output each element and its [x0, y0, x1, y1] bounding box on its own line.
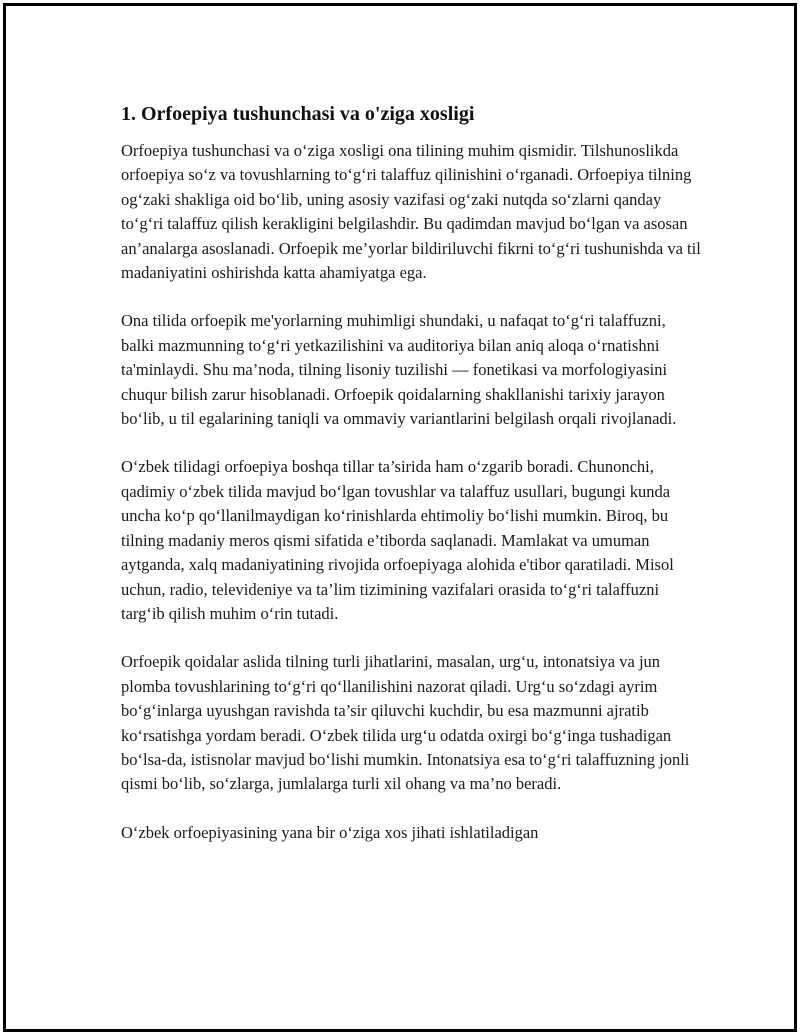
section-title: 1. Orfoepiya tushunchasi va o'ziga xosligi: [121, 103, 475, 125]
paragraph-4: Orfoepik qoidalar aslida tilning turli jihatlarini, masalan, urg‘u, intonatsiya va jun plomba tovushlarining to‘g‘ri qo‘llanilishini nazorat qiladi. Urg‘u so‘zdagi ayrim bo‘g‘inlarga uyushgan ravishda ta’sir qiluvchi kuchdir, bu esa mazmunni ajratib ko‘rsatishga yordam beradi. O‘zbek tilida urg‘u odatda oxirgi bo‘g‘inga tushadigan bo‘lsa-da, istisnolar mavjud bo‘lishi mumkin. Intonatsiya esa to‘g‘ri talaffuzning jonli qismi bo‘lib, so‘zlarga, jumlalarga turli xil ohang va ma’no beradi.: [121, 652, 690, 794]
document-body: [121, 100, 701, 845]
paragraph-3: O‘zbek tilidagi orfoepiya boshqa tillar ta’sirida ham o‘zgarib boradi. Chunonchi, qadimiy o‘zbek tilida mavjud bo‘lgan tovushlar va talaffuz usullari, bugungi kunda uncha ko‘p qo‘llanilmaydigan ko‘rinishlarda ehtimoliy bo‘lishi mumkin. Biroq, bu tilning madaniy meros qismi sifatida e’tiborda saqlanadi. Mamlakat va umuman aytganda, xalq madaniyatining rivojida orfoepiyaga alohida e'tibor qaratiladi. Misol uchun, radio, televideniye va ta’lim tizimining vazifalari orasida to‘g‘ri talaffuzni targ‘ib qilish muhim o‘rin tutadi.: [121, 457, 674, 623]
paragraph-1: Orfoepiya tushunchasi va o‘ziga xosligi ona tilining muhim qismidir. Tilshunoslikda orfoepiya so‘z va tovushlarning to‘g‘ri talaffuz qilinishini o‘rganadi. Orfoepiya tilning og‘zaki shakliga oid bo‘lib, uning asosiy vazifasi og‘zaki nutqda so‘zlarni qanday to‘g‘ri talaffuz qilish kerakligini belgilashdir. Bu qadimdan mavjud bo‘lgan va asosan an’analarga asoslanadi. Orfoepik me’yorlar bildiriluvchi fikrni to‘g‘ri tushunishda va til madaniyatini oshirishda katta ahamiyatga ega.: [121, 141, 701, 283]
paragraph-5: O‘zbek orfoepiyasining yana bir o‘ziga xos jihati ishlatiladigan: [121, 822, 539, 842]
paragraph-2: Ona tilida orfoepik me'yorlarning muhimligi shundaki, u nafaqat to‘g‘ri talaffuzni, balki mazmunning to‘g‘ri yetkazilishini va auditoriya bilan aniq aloqa o‘rnatishni ta'minlaydi. Shu ma’noda, tilning lisoniy tuzilishi — fonetikasi va morfologiyasini chuqur bilish zarur hisoblanadi. Orfoepik qoidalarning shakllanishi tarixiy jarayon bo‘lib, u til egalarining taniqli va ommaviy variantlarini belgilash orqali rivojlanadi.: [121, 311, 677, 429]
page-frame: [3, 3, 797, 1032]
